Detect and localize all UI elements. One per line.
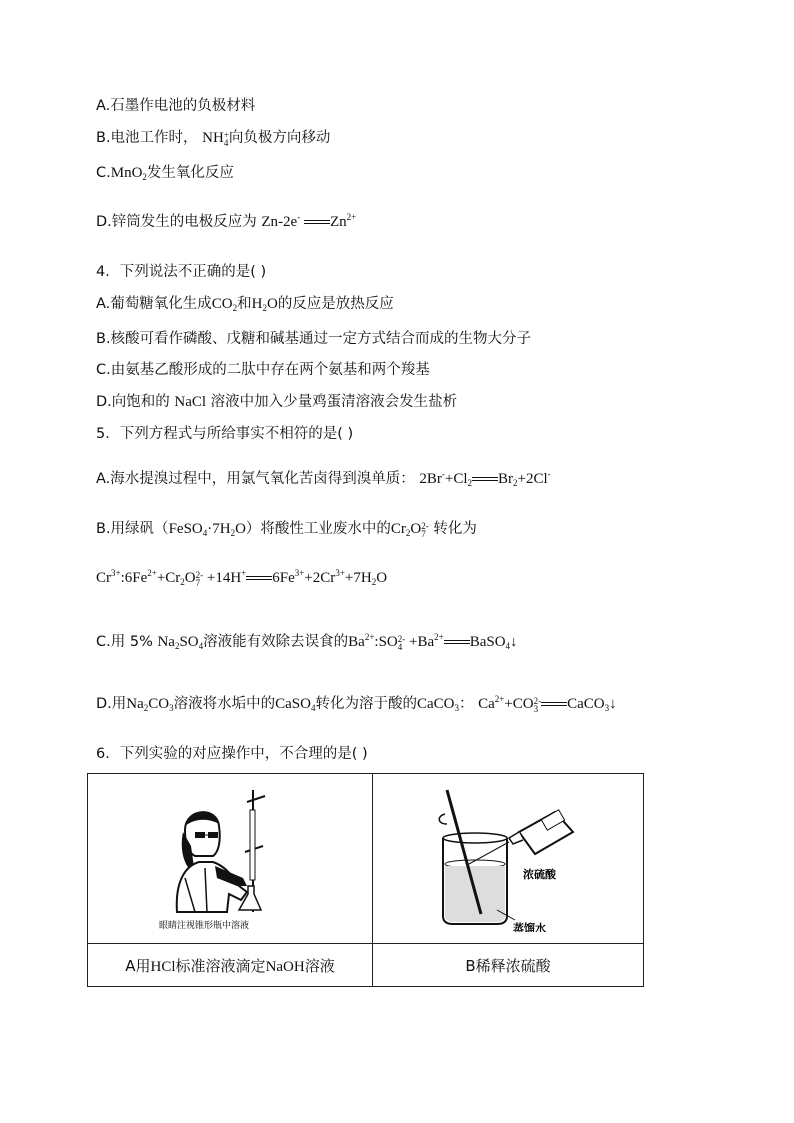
- q4-option-a: A.葡萄糖氧化生成$CO_2$和$H_2O$的反应是放热反应: [96, 296, 394, 313]
- q5-option-d: D.用$Na_2CO_3$溶液将水垢中的CaSO$_4$转化为溶于酸的CaCO$_3$： $Ca^{2+}+CO$ 2- 3 CaCO$_3$↓: [96, 694, 617, 714]
- q4-option-d: D.向饱和的 NaCl 溶液中加入少量鸡蛋清溶液会发生盐析: [96, 394, 458, 410]
- q3-option-c: C.MnO$_2$发生氧化反应: [96, 165, 234, 182]
- dilution-illustration: [423, 782, 593, 932]
- q4-option-c: C.由氨基乙酸形成的二肽中存在两个氨基和两个羧基: [96, 362, 430, 378]
- q5-option-b: B.用绿矾$(FeSO_4\cdot 7H_2O)$将酸性工业废水中的$Cr_2O$ 2- 7 转化为: [96, 521, 477, 539]
- q3-option-d: D.锌筒发生的电极反应为 Zn-2e- $Zn^{2+}$: [96, 212, 357, 230]
- q5-option-a: A.海水提溴过程中，用氯气氧化苦卤得到溴单质： $2Br^-+Cl_2$ $Br_2+2Cl^-$: [96, 469, 551, 488]
- titration-image-label: 眼睛注视锥形瓶中溶液: [159, 920, 250, 931]
- dilution-image-cell: [373, 774, 644, 944]
- q4-option-b: B.核酸可看作磷酸、戊糖和碱基通过一定方式结合而成的生物大分子: [96, 331, 532, 347]
- q5-option-b-equation: $Cr^{3+}:6Fe^{2+}+Cr_2O$ 2- 7 +14H+ $6Fe^{3+}+2Cr^{3+}+7H_2O$: [96, 568, 388, 588]
- option-a-caption: A用HCl标准溶液滴定NaOH溶液: [88, 944, 373, 987]
- q5-title: 5．下列方程式与所给事实不相符的是( ): [96, 426, 354, 442]
- q3-option-b: B.电池工作时， NH + 4 向负极方向移动: [96, 130, 331, 148]
- q5-option-c: C.用 5% $Na_2SO_4$溶液能有效除去误食的$Ba^{2+}:SO$ 2- 4 $+Ba^{2+}$ BaSO$_4$↓: [96, 632, 518, 652]
- option-b-caption: B稀释浓硫酸: [373, 944, 644, 987]
- q3-option-a: A.石墨作电池的负极材料: [96, 98, 256, 114]
- titration-image-cell: [88, 774, 373, 944]
- experiment-table: [87, 773, 644, 987]
- water-label: 蒸馏水: [513, 921, 546, 932]
- q6-title: 6．下列实验的对应操作中，不合理的是( ): [96, 746, 368, 762]
- acid-label: 浓硫酸: [523, 867, 556, 881]
- q4-title: 4．下列说法不正确的是( ): [96, 264, 267, 280]
- titration-illustration: [155, 782, 305, 932]
